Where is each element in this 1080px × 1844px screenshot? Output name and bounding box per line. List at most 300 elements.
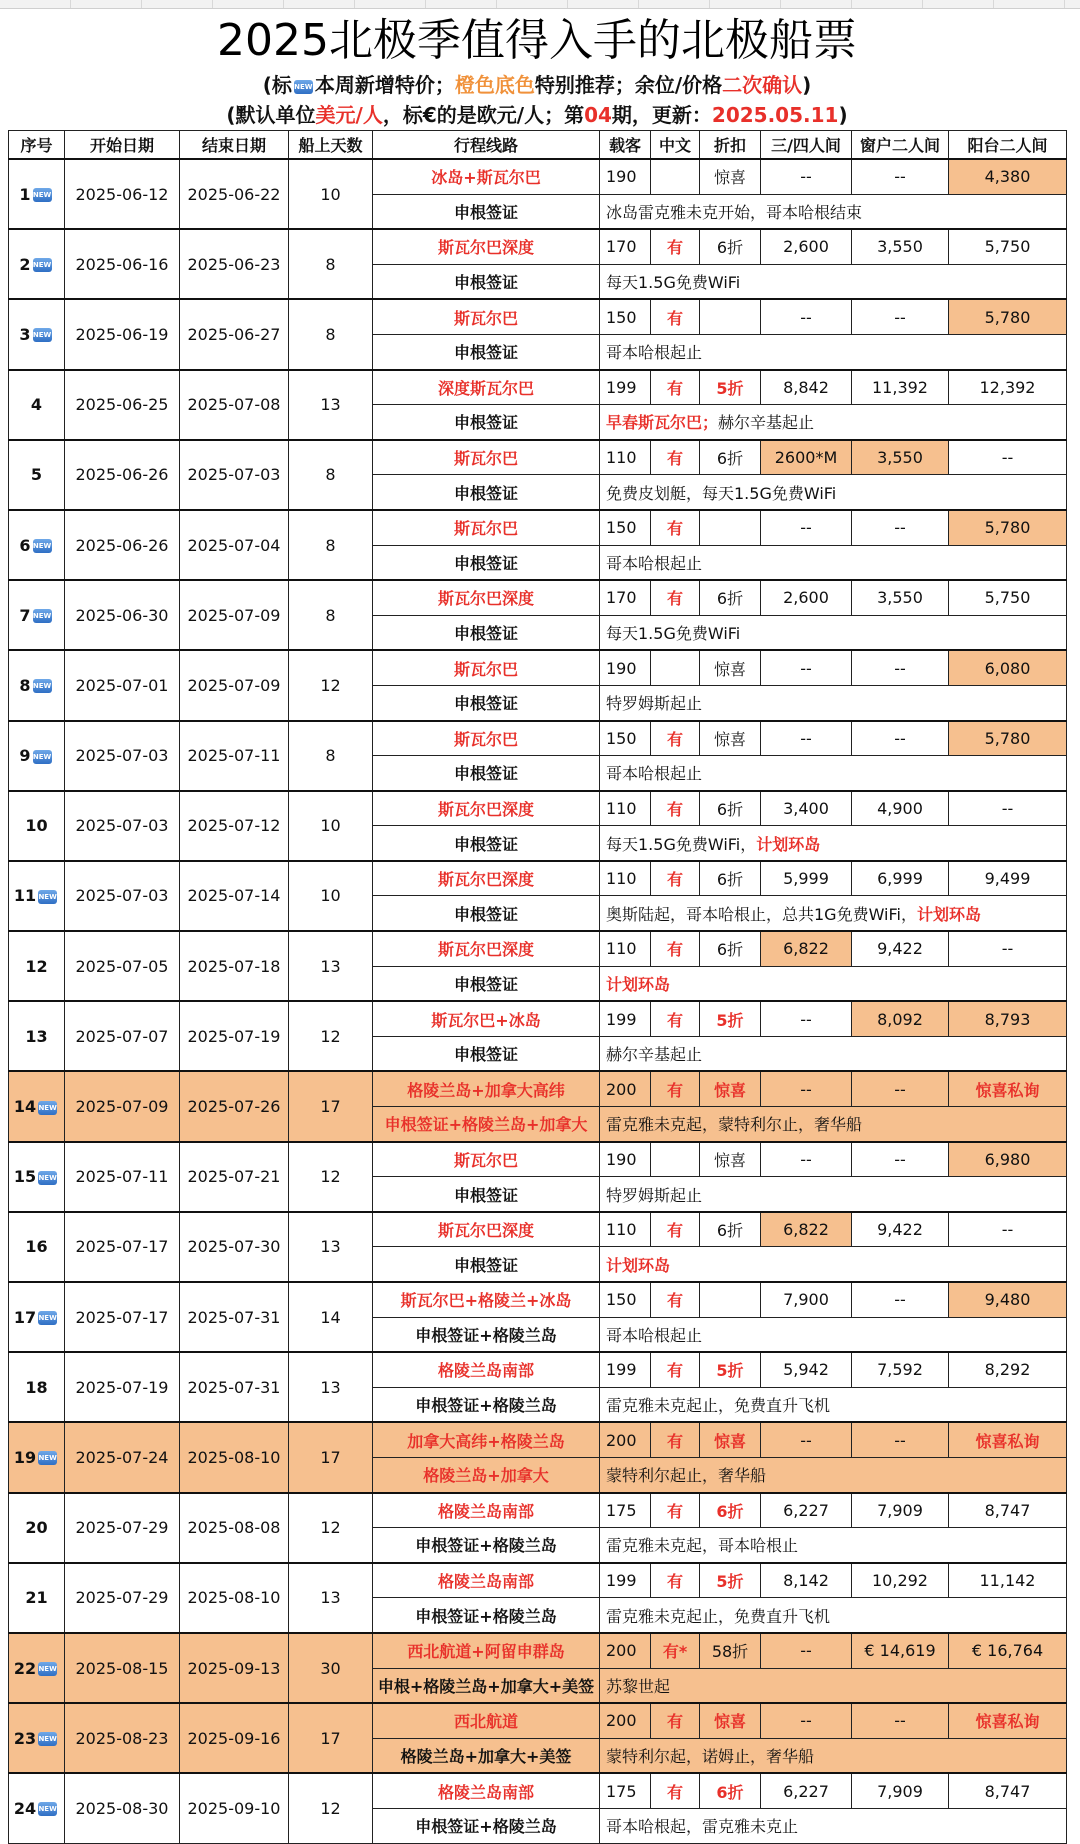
note-cell[interactable] <box>600 756 1067 791</box>
seq-cell[interactable] <box>9 1001 65 1071</box>
capacity-cell[interactable]: 110 <box>600 931 651 966</box>
seq-cell[interactable] <box>9 1071 65 1141</box>
price-quad-cell[interactable]: 8,142 <box>761 1563 852 1598</box>
end-date-cell[interactable]: 2025-07-21 <box>180 1142 289 1212</box>
days-cell[interactable]: 17 <box>289 1703 373 1773</box>
chinese-cell[interactable]: 有 <box>651 861 700 896</box>
discount-cell[interactable]: 惊喜 <box>700 650 761 685</box>
end-date-cell[interactable]: 2025-09-16 <box>180 1703 289 1773</box>
days-cell[interactable]: 8 <box>289 299 373 369</box>
capacity-cell[interactable]: 199 <box>600 1352 651 1387</box>
days-cell[interactable]: 13 <box>289 1352 373 1422</box>
visa-cell[interactable]: 申根签证+格陵兰岛 <box>373 1387 600 1422</box>
visa-cell[interactable]: 格陵兰岛+加拿大+美签 <box>373 1738 600 1773</box>
chinese-cell[interactable]: 有 <box>651 1352 700 1387</box>
start-date-cell[interactable]: 2025-07-03 <box>65 791 180 861</box>
price-balcony-cell[interactable]: 5,780 <box>949 299 1067 334</box>
chinese-cell[interactable]: 有 <box>651 1422 700 1457</box>
end-date-cell[interactable]: 2025-07-14 <box>180 861 289 931</box>
note-cell[interactable] <box>600 966 1067 1001</box>
price-window-cell[interactable]: -- <box>852 159 949 194</box>
start-date-cell[interactable]: 2025-06-16 <box>65 229 180 299</box>
note-cell[interactable] <box>600 475 1067 510</box>
price-quad-cell[interactable]: 5,942 <box>761 1352 852 1387</box>
price-balcony-cell[interactable]: 8,747 <box>949 1493 1067 1528</box>
note-cell[interactable] <box>600 1808 1067 1843</box>
column-header[interactable]: 窗户二人间 <box>852 131 949 160</box>
price-balcony-cell[interactable]: 惊喜私询 <box>949 1071 1067 1106</box>
note-cell[interactable] <box>600 1598 1067 1633</box>
note-cell[interactable] <box>600 1528 1067 1563</box>
route-cell[interactable]: 斯瓦尔巴 <box>373 721 600 756</box>
start-date-cell[interactable]: 2025-08-23 <box>65 1703 180 1773</box>
price-balcony-cell[interactable]: 8,292 <box>949 1352 1067 1387</box>
price-quad-cell[interactable]: -- <box>761 159 852 194</box>
end-date-cell[interactable]: 2025-08-08 <box>180 1493 289 1563</box>
price-quad-cell[interactable]: 2600*M <box>761 440 852 475</box>
visa-cell[interactable]: 申根签证 <box>373 966 600 1001</box>
route-cell[interactable]: 斯瓦尔巴+格陵兰+冰岛 <box>373 1282 600 1317</box>
price-quad-cell[interactable]: 3,400 <box>761 791 852 826</box>
end-date-cell[interactable]: 2025-06-22 <box>180 159 289 229</box>
price-balcony-cell[interactable]: € 16,764 <box>949 1633 1067 1668</box>
column-header[interactable]: 序号 <box>9 131 65 160</box>
price-quad-cell[interactable]: 7,900 <box>761 1282 852 1317</box>
capacity-cell[interactable]: 170 <box>600 580 651 615</box>
chinese-cell[interactable]: 有 <box>651 440 700 475</box>
price-quad-cell[interactable]: -- <box>761 510 852 545</box>
days-cell[interactable]: 12 <box>289 1493 373 1563</box>
price-balcony-cell[interactable]: 5,750 <box>949 229 1067 264</box>
price-quad-cell[interactable]: -- <box>761 1071 852 1106</box>
discount-cell[interactable]: 6折 <box>700 791 761 826</box>
seq-cell[interactable] <box>9 580 65 650</box>
price-window-cell[interactable]: 7,592 <box>852 1352 949 1387</box>
price-balcony-cell[interactable]: 9,480 <box>949 1282 1067 1317</box>
capacity-cell[interactable]: 175 <box>600 1493 651 1528</box>
discount-cell[interactable]: 惊喜 <box>700 1071 761 1106</box>
price-quad-cell[interactable]: 8,842 <box>761 370 852 405</box>
price-window-cell[interactable]: -- <box>852 1282 949 1317</box>
seq-cell[interactable] <box>9 861 65 931</box>
end-date-cell[interactable]: 2025-07-09 <box>180 580 289 650</box>
end-date-cell[interactable]: 2025-07-26 <box>180 1071 289 1141</box>
price-window-cell[interactable]: -- <box>852 1703 949 1738</box>
price-balcony-cell[interactable]: 5,780 <box>949 510 1067 545</box>
start-date-cell[interactable]: 2025-06-26 <box>65 440 180 510</box>
capacity-cell[interactable]: 200 <box>600 1703 651 1738</box>
price-quad-cell[interactable]: 2,600 <box>761 580 852 615</box>
start-date-cell[interactable]: 2025-07-17 <box>65 1282 180 1352</box>
visa-cell[interactable]: 申根签证 <box>373 826 600 861</box>
days-cell[interactable]: 8 <box>289 229 373 299</box>
days-cell[interactable]: 17 <box>289 1071 373 1141</box>
seq-cell[interactable] <box>9 791 65 861</box>
chinese-cell[interactable]: 有* <box>651 1633 700 1668</box>
chinese-cell[interactable]: 有 <box>651 1703 700 1738</box>
capacity-cell[interactable]: 200 <box>600 1071 651 1106</box>
column-header[interactable]: 三/四人间 <box>761 131 852 160</box>
note-cell[interactable] <box>600 1107 1067 1142</box>
start-date-cell[interactable]: 2025-06-12 <box>65 159 180 229</box>
route-cell[interactable]: 格陵兰岛+加拿大高纬 <box>373 1071 600 1106</box>
seq-cell[interactable] <box>9 931 65 1001</box>
route-cell[interactable]: 斯瓦尔巴 <box>373 510 600 545</box>
seq-cell[interactable] <box>9 1703 65 1773</box>
chinese-cell[interactable]: 有 <box>651 580 700 615</box>
days-cell[interactable]: 8 <box>289 440 373 510</box>
price-balcony-cell[interactable]: -- <box>949 791 1067 826</box>
price-window-cell[interactable]: 7,909 <box>852 1493 949 1528</box>
visa-cell[interactable]: 申根签证+格陵兰岛+加拿大 <box>373 1107 600 1142</box>
discount-cell[interactable]: 惊喜 <box>700 1703 761 1738</box>
chinese-cell[interactable]: 有 <box>651 370 700 405</box>
chinese-cell[interactable]: 有 <box>651 1773 700 1808</box>
seq-cell[interactable] <box>9 510 65 580</box>
column-header[interactable]: 船上天数 <box>289 131 373 160</box>
capacity-cell[interactable]: 199 <box>600 1001 651 1036</box>
price-quad-cell[interactable]: -- <box>761 299 852 334</box>
price-window-cell[interactable]: -- <box>852 299 949 334</box>
column-header[interactable]: 中文 <box>651 131 700 160</box>
visa-cell[interactable]: 申根签证 <box>373 685 600 720</box>
chinese-cell[interactable] <box>651 650 700 685</box>
days-cell[interactable]: 13 <box>289 931 373 1001</box>
discount-cell[interactable]: 惊喜 <box>700 1142 761 1177</box>
note-cell[interactable] <box>600 1036 1067 1071</box>
start-date-cell[interactable]: 2025-06-19 <box>65 299 180 369</box>
price-window-cell[interactable]: 8,092 <box>852 1001 949 1036</box>
price-window-cell[interactable]: 4,900 <box>852 791 949 826</box>
column-header[interactable]: 折扣 <box>700 131 761 160</box>
visa-cell[interactable]: 格陵兰岛+加拿大 <box>373 1457 600 1492</box>
discount-cell[interactable]: 5折 <box>700 1563 761 1598</box>
price-quad-cell[interactable]: 5,999 <box>761 861 852 896</box>
price-window-cell[interactable]: -- <box>852 1142 949 1177</box>
chinese-cell[interactable]: 有 <box>651 791 700 826</box>
price-window-cell[interactable]: 9,422 <box>852 931 949 966</box>
capacity-cell[interactable]: 110 <box>600 440 651 475</box>
price-balcony-cell[interactable]: 5,780 <box>949 721 1067 756</box>
capacity-cell[interactable]: 150 <box>600 510 651 545</box>
note-cell[interactable] <box>600 1457 1067 1492</box>
days-cell[interactable]: 12 <box>289 650 373 720</box>
end-date-cell[interactable]: 2025-07-19 <box>180 1001 289 1071</box>
price-window-cell[interactable]: 9,422 <box>852 1212 949 1247</box>
seq-cell[interactable] <box>9 721 65 791</box>
discount-cell[interactable]: 5折 <box>700 1001 761 1036</box>
days-cell[interactable]: 12 <box>289 1142 373 1212</box>
price-window-cell[interactable]: 3,550 <box>852 580 949 615</box>
capacity-cell[interactable]: 150 <box>600 721 651 756</box>
seq-cell[interactable] <box>9 1282 65 1352</box>
end-date-cell[interactable]: 2025-09-13 <box>180 1633 289 1703</box>
note-cell[interactable] <box>600 896 1067 931</box>
days-cell[interactable]: 17 <box>289 1422 373 1492</box>
days-cell[interactable]: 14 <box>289 1282 373 1352</box>
discount-cell[interactable] <box>700 1282 761 1317</box>
days-cell[interactable]: 10 <box>289 791 373 861</box>
start-date-cell[interactable]: 2025-07-09 <box>65 1071 180 1141</box>
price-quad-cell[interactable]: 6,822 <box>761 931 852 966</box>
price-quad-cell[interactable]: -- <box>761 1142 852 1177</box>
end-date-cell[interactable]: 2025-07-03 <box>180 440 289 510</box>
chinese-cell[interactable]: 有 <box>651 1001 700 1036</box>
start-date-cell[interactable]: 2025-08-30 <box>65 1773 180 1843</box>
note-cell[interactable] <box>600 1668 1067 1703</box>
start-date-cell[interactable]: 2025-07-03 <box>65 721 180 791</box>
discount-cell[interactable]: 6折 <box>700 440 761 475</box>
route-cell[interactable]: 格陵兰岛南部 <box>373 1352 600 1387</box>
discount-cell[interactable]: 惊喜 <box>700 1422 761 1457</box>
price-quad-cell[interactable]: 6,822 <box>761 1212 852 1247</box>
price-balcony-cell[interactable]: 4,380 <box>949 159 1067 194</box>
discount-cell[interactable]: 6折 <box>700 1773 761 1808</box>
seq-cell[interactable] <box>9 1142 65 1212</box>
discount-cell[interactable] <box>700 299 761 334</box>
column-header[interactable]: 结束日期 <box>180 131 289 160</box>
days-cell[interactable]: 12 <box>289 1001 373 1071</box>
start-date-cell[interactable]: 2025-06-30 <box>65 580 180 650</box>
column-header[interactable]: 开始日期 <box>65 131 180 160</box>
route-cell[interactable]: 斯瓦尔巴 <box>373 650 600 685</box>
route-cell[interactable]: 斯瓦尔巴 <box>373 440 600 475</box>
price-balcony-cell[interactable]: 12,392 <box>949 370 1067 405</box>
note-cell[interactable] <box>600 1738 1067 1773</box>
discount-cell[interactable]: 6折 <box>700 1212 761 1247</box>
visa-cell[interactable]: 申根签证 <box>373 1177 600 1212</box>
visa-cell[interactable]: 申根签证 <box>373 756 600 791</box>
days-cell[interactable]: 30 <box>289 1633 373 1703</box>
visa-cell[interactable]: 申根签证+格陵兰岛 <box>373 1528 600 1563</box>
visa-cell[interactable]: 申根签证 <box>373 1247 600 1282</box>
capacity-cell[interactable]: 199 <box>600 370 651 405</box>
days-cell[interactable]: 13 <box>289 370 373 440</box>
days-cell[interactable]: 8 <box>289 721 373 791</box>
price-window-cell[interactable]: 7,909 <box>852 1773 949 1808</box>
visa-cell[interactable]: 申根签证 <box>373 475 600 510</box>
price-window-cell[interactable]: -- <box>852 650 949 685</box>
note-cell[interactable] <box>600 685 1067 720</box>
capacity-cell[interactable]: 200 <box>600 1422 651 1457</box>
chinese-cell[interactable]: 有 <box>651 229 700 264</box>
price-window-cell[interactable]: -- <box>852 1422 949 1457</box>
discount-cell[interactable] <box>700 510 761 545</box>
chinese-cell[interactable]: 有 <box>651 931 700 966</box>
price-balcony-cell[interactable]: 8,747 <box>949 1773 1067 1808</box>
capacity-cell[interactable]: 110 <box>600 1212 651 1247</box>
price-balcony-cell[interactable]: -- <box>949 931 1067 966</box>
seq-cell[interactable] <box>9 440 65 510</box>
start-date-cell[interactable]: 2025-07-07 <box>65 1001 180 1071</box>
visa-cell[interactable]: 申根签证 <box>373 896 600 931</box>
note-cell[interactable] <box>600 1317 1067 1352</box>
end-date-cell[interactable]: 2025-07-18 <box>180 931 289 1001</box>
visa-cell[interactable]: 申根签证 <box>373 615 600 650</box>
end-date-cell[interactable]: 2025-07-09 <box>180 650 289 720</box>
seq-cell[interactable] <box>9 1563 65 1633</box>
route-cell[interactable]: 斯瓦尔巴+冰岛 <box>373 1001 600 1036</box>
visa-cell[interactable]: 申根签证 <box>373 334 600 369</box>
price-window-cell[interactable]: 6,999 <box>852 861 949 896</box>
price-quad-cell[interactable]: 6,227 <box>761 1493 852 1528</box>
price-quad-cell[interactable]: -- <box>761 1001 852 1036</box>
chinese-cell[interactable]: 有 <box>651 1071 700 1106</box>
visa-cell[interactable]: 申根签证 <box>373 545 600 580</box>
capacity-cell[interactable]: 190 <box>600 1142 651 1177</box>
discount-cell[interactable]: 6折 <box>700 229 761 264</box>
capacity-cell[interactable]: 199 <box>600 1563 651 1598</box>
route-cell[interactable]: 冰岛+斯瓦尔巴 <box>373 159 600 194</box>
route-cell[interactable]: 斯瓦尔巴深度 <box>373 861 600 896</box>
price-quad-cell[interactable]: -- <box>761 1703 852 1738</box>
days-cell[interactable]: 12 <box>289 1773 373 1843</box>
start-date-cell[interactable]: 2025-07-19 <box>65 1352 180 1422</box>
seq-cell[interactable] <box>9 159 65 229</box>
price-balcony-cell[interactable]: 11,142 <box>949 1563 1067 1598</box>
end-date-cell[interactable]: 2025-08-10 <box>180 1563 289 1633</box>
price-balcony-cell[interactable]: -- <box>949 1212 1067 1247</box>
note-cell[interactable] <box>600 264 1067 299</box>
column-header[interactable]: 阳台二人间 <box>949 131 1067 160</box>
end-date-cell[interactable]: 2025-07-30 <box>180 1212 289 1282</box>
capacity-cell[interactable]: 175 <box>600 1773 651 1808</box>
note-cell[interactable] <box>600 615 1067 650</box>
price-balcony-cell[interactable]: 8,793 <box>949 1001 1067 1036</box>
capacity-cell[interactable]: 190 <box>600 650 651 685</box>
seq-cell[interactable] <box>9 650 65 720</box>
end-date-cell[interactable]: 2025-09-10 <box>180 1773 289 1843</box>
route-cell[interactable]: 西北航道+阿留申群岛 <box>373 1633 600 1668</box>
price-window-cell[interactable]: 11,392 <box>852 370 949 405</box>
chinese-cell[interactable]: 有 <box>651 721 700 756</box>
route-cell[interactable]: 斯瓦尔巴深度 <box>373 1212 600 1247</box>
price-balcony-cell[interactable]: 5,750 <box>949 580 1067 615</box>
discount-cell[interactable]: 6折 <box>700 580 761 615</box>
start-date-cell[interactable]: 2025-07-03 <box>65 861 180 931</box>
route-cell[interactable]: 西北航道 <box>373 1703 600 1738</box>
price-balcony-cell[interactable]: 9,499 <box>949 861 1067 896</box>
price-window-cell[interactable]: 10,292 <box>852 1563 949 1598</box>
capacity-cell[interactable]: 190 <box>600 159 651 194</box>
visa-cell[interactable]: 申根签证 <box>373 194 600 229</box>
route-cell[interactable]: 斯瓦尔巴深度 <box>373 931 600 966</box>
seq-cell[interactable] <box>9 1352 65 1422</box>
chinese-cell[interactable]: 有 <box>651 1282 700 1317</box>
end-date-cell[interactable]: 2025-07-04 <box>180 510 289 580</box>
column-header[interactable]: 行程线路 <box>373 131 600 160</box>
price-window-cell[interactable]: -- <box>852 510 949 545</box>
note-cell[interactable] <box>600 405 1067 440</box>
discount-cell[interactable]: 6折 <box>700 931 761 966</box>
chinese-cell[interactable]: 有 <box>651 299 700 334</box>
end-date-cell[interactable]: 2025-06-23 <box>180 229 289 299</box>
visa-cell[interactable]: 申根签证+格陵兰岛 <box>373 1598 600 1633</box>
visa-cell[interactable]: 申根签证+格陵兰岛 <box>373 1808 600 1843</box>
start-date-cell[interactable]: 2025-07-11 <box>65 1142 180 1212</box>
start-date-cell[interactable]: 2025-07-01 <box>65 650 180 720</box>
days-cell[interactable]: 10 <box>289 159 373 229</box>
visa-cell[interactable]: 申根签证 <box>373 405 600 440</box>
price-balcony-cell[interactable]: 惊喜私询 <box>949 1703 1067 1738</box>
route-cell[interactable]: 格陵兰岛南部 <box>373 1563 600 1598</box>
price-quad-cell[interactable]: -- <box>761 1422 852 1457</box>
days-cell[interactable]: 13 <box>289 1563 373 1633</box>
chinese-cell[interactable] <box>651 159 700 194</box>
start-date-cell[interactable]: 2025-06-25 <box>65 370 180 440</box>
start-date-cell[interactable]: 2025-07-29 <box>65 1493 180 1563</box>
price-window-cell[interactable]: 3,550 <box>852 229 949 264</box>
price-window-cell[interactable]: € 14,619 <box>852 1633 949 1668</box>
visa-cell[interactable]: 申根签证 <box>373 1036 600 1071</box>
days-cell[interactable]: 8 <box>289 580 373 650</box>
route-cell[interactable]: 斯瓦尔巴深度 <box>373 580 600 615</box>
price-balcony-cell[interactable]: 6,080 <box>949 650 1067 685</box>
price-quad-cell[interactable]: -- <box>761 650 852 685</box>
days-cell[interactable]: 10 <box>289 861 373 931</box>
visa-cell[interactable]: 申根签证 <box>373 264 600 299</box>
end-date-cell[interactable]: 2025-07-31 <box>180 1282 289 1352</box>
end-date-cell[interactable]: 2025-07-12 <box>180 791 289 861</box>
end-date-cell[interactable]: 2025-08-10 <box>180 1422 289 1492</box>
route-cell[interactable]: 格陵兰岛南部 <box>373 1493 600 1528</box>
capacity-cell[interactable]: 200 <box>600 1633 651 1668</box>
chinese-cell[interactable] <box>651 1142 700 1177</box>
price-balcony-cell[interactable]: 惊喜私询 <box>949 1422 1067 1457</box>
capacity-cell[interactable]: 110 <box>600 861 651 896</box>
price-window-cell[interactable]: -- <box>852 721 949 756</box>
start-date-cell[interactable]: 2025-07-05 <box>65 931 180 1001</box>
route-cell[interactable]: 深度斯瓦尔巴 <box>373 370 600 405</box>
note-cell[interactable] <box>600 545 1067 580</box>
discount-cell[interactable]: 5折 <box>700 1352 761 1387</box>
price-window-cell[interactable]: 3,550 <box>852 440 949 475</box>
capacity-cell[interactable]: 150 <box>600 299 651 334</box>
end-date-cell[interactable]: 2025-07-11 <box>180 721 289 791</box>
price-window-cell[interactable]: -- <box>852 1071 949 1106</box>
discount-cell[interactable]: 5折 <box>700 370 761 405</box>
note-cell[interactable] <box>600 1177 1067 1212</box>
route-cell[interactable]: 斯瓦尔巴 <box>373 299 600 334</box>
discount-cell[interactable]: 惊喜 <box>700 159 761 194</box>
chinese-cell[interactable]: 有 <box>651 1493 700 1528</box>
note-cell[interactable] <box>600 1247 1067 1282</box>
discount-cell[interactable]: 6折 <box>700 1493 761 1528</box>
capacity-cell[interactable]: 170 <box>600 229 651 264</box>
price-quad-cell[interactable]: -- <box>761 1633 852 1668</box>
discount-cell[interactable]: 58折 <box>700 1633 761 1668</box>
price-quad-cell[interactable]: 2,600 <box>761 229 852 264</box>
note-cell[interactable] <box>600 334 1067 369</box>
start-date-cell[interactable]: 2025-07-24 <box>65 1422 180 1492</box>
days-cell[interactable]: 8 <box>289 510 373 580</box>
capacity-cell[interactable]: 150 <box>600 1282 651 1317</box>
seq-cell[interactable] <box>9 370 65 440</box>
seq-cell[interactable] <box>9 1493 65 1563</box>
note-cell[interactable] <box>600 1387 1067 1422</box>
price-balcony-cell[interactable]: 6,980 <box>949 1142 1067 1177</box>
price-quad-cell[interactable]: -- <box>761 721 852 756</box>
chinese-cell[interactable]: 有 <box>651 510 700 545</box>
route-cell[interactable]: 斯瓦尔巴 <box>373 1142 600 1177</box>
discount-cell[interactable]: 惊喜 <box>700 721 761 756</box>
seq-cell[interactable] <box>9 299 65 369</box>
end-date-cell[interactable]: 2025-07-31 <box>180 1352 289 1422</box>
column-header[interactable]: 载客 <box>600 131 651 160</box>
seq-cell[interactable] <box>9 1633 65 1703</box>
price-quad-cell[interactable]: 6,227 <box>761 1773 852 1808</box>
start-date-cell[interactable]: 2025-07-29 <box>65 1563 180 1633</box>
